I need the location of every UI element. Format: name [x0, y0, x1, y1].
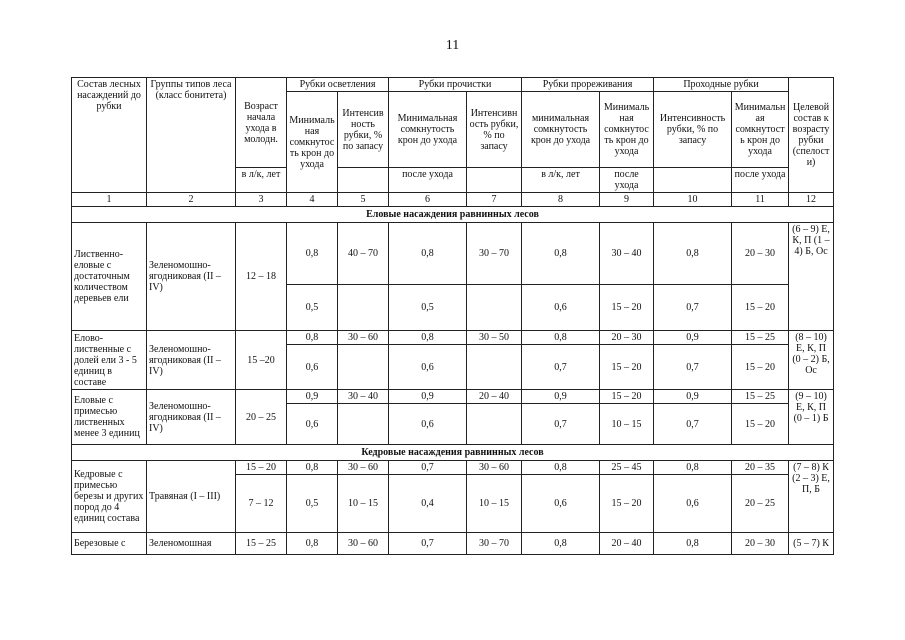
table-cell	[338, 404, 389, 445]
table-cell: 0,6	[522, 285, 600, 331]
col-header-start-age: Возраст начала уходa в молодн.	[236, 78, 287, 168]
table-cell: 0,6	[654, 475, 732, 533]
col-number: 10	[654, 193, 732, 207]
col-header-5: Интенсивность рубки, % по запасу	[338, 92, 389, 168]
table-cell-target: (6 – 9) Е, К, П (1 – 4) Б, Ос	[789, 223, 834, 331]
section-title-cedar: Кедровые насаждения равнинных лесов	[72, 445, 834, 461]
table-cell: 0,8	[389, 223, 467, 285]
table-cell: 0,7	[654, 345, 732, 390]
table-cell: 0,5	[287, 475, 338, 533]
table-cell-composition: Кедровые с примесью березы и других пород до 4 единиц состава	[72, 461, 147, 533]
table-cell: 0,7	[522, 404, 600, 445]
table-cell	[338, 345, 389, 390]
table-cell: 0,8	[522, 533, 600, 555]
col-number: 9	[600, 193, 654, 207]
table-cell: 0,9	[654, 390, 732, 404]
unit-11: после ухода	[732, 168, 789, 193]
table-cell: 15 – 25	[732, 331, 789, 345]
table-cell	[467, 285, 522, 331]
col-header-8: минимальная сомкнутость крон до ухода	[522, 92, 600, 168]
col-header-4: Минимальная сомкнутость крон до ухода	[287, 92, 338, 193]
table-cell-target: (7 – 8) К (2 – 3) Е, П, Б	[789, 461, 834, 533]
table-cell: 0,8	[287, 533, 338, 555]
table-cell: 0,8	[654, 223, 732, 285]
table-cell: 15 – 20	[600, 390, 654, 404]
table-cell: 15 – 20	[600, 285, 654, 331]
table-cell: 20 – 35	[732, 461, 789, 475]
table-cell-forest-type: Травяная (I – III)	[147, 461, 236, 533]
group-header-prorezhivanie: Рубки прореживания	[522, 78, 654, 92]
table-cell-forest-type: Зеленомошно-ягодниковая (II – IV)	[147, 331, 236, 390]
table-cell: 15 – 20	[600, 345, 654, 390]
table-cell-age: 15 – 20	[236, 461, 287, 475]
table-cell-age: 15 –20	[236, 331, 287, 390]
forest-care-table	[71, 77, 834, 555]
table-cell: 10 – 15	[338, 475, 389, 533]
table-cell: 15 – 20	[600, 475, 654, 533]
table-cell-age: 12 – 18	[236, 223, 287, 331]
table-cell: 0,6	[389, 404, 467, 445]
table-cell: 0,5	[287, 285, 338, 331]
table-cell: 0,6	[389, 345, 467, 390]
table-cell-composition: Лиственно-еловые с достаточным количеством деревьев ели	[72, 223, 147, 331]
table-cell: 0,9	[522, 390, 600, 404]
table-cell: 0,8	[287, 331, 338, 345]
table-cell: 20 – 40	[467, 390, 522, 404]
table-cell: 0,7	[654, 404, 732, 445]
table-cell: 0,9	[654, 331, 732, 345]
unit-9: после ухода	[600, 168, 654, 193]
col-header-10: Интенсивность рубки, % по запасу	[654, 92, 732, 168]
table-cell: 0,8	[522, 223, 600, 285]
table-cell-composition: Березовые с	[72, 533, 147, 555]
table-cell: 20 – 40	[600, 533, 654, 555]
table-cell: 0,8	[287, 461, 338, 475]
table-cell: 30 – 70	[467, 223, 522, 285]
col-number: 6	[389, 193, 467, 207]
col-number: 11	[732, 193, 789, 207]
table-cell-age: 20 – 25	[236, 390, 287, 445]
table-cell: 20 – 30	[600, 331, 654, 345]
col-header-9: Минимальная сомкнутость крон до ухода	[600, 92, 654, 168]
table-cell: 30 – 60	[338, 331, 389, 345]
table-cell-forest-type: Зеленомошная	[147, 533, 236, 555]
table-cell: 15 – 25	[732, 390, 789, 404]
unit-7	[467, 168, 522, 193]
unit-8: в л/к, лет	[522, 168, 600, 193]
table-cell: 0,6	[287, 345, 338, 390]
table-cell	[338, 285, 389, 331]
unit-10	[654, 168, 732, 193]
table-cell: 15 – 20	[732, 404, 789, 445]
table-cell: 25 – 45	[600, 461, 654, 475]
col-header-7: Интенсивность рубки, % по запасу	[467, 92, 522, 168]
table-cell: 30 – 70	[467, 533, 522, 555]
table-cell: 0,7	[654, 285, 732, 331]
table-cell: 30 – 40	[338, 390, 389, 404]
col-header-target-composition: Целевой состав к возрасту рубки (спелости)	[789, 78, 834, 193]
table-cell-target: (9 – 10) Е, К, П (0 – 1) Б	[789, 390, 834, 445]
table-cell-age: 15 – 25	[236, 533, 287, 555]
col-number: 3	[236, 193, 287, 207]
table-cell: 20 – 30	[732, 533, 789, 555]
unit-3: в л/к, лет	[236, 168, 287, 193]
col-header-11: Минимальная сомкнутость крон до ухода	[732, 92, 789, 168]
col-number: 7	[467, 193, 522, 207]
table-cell: 30 – 60	[338, 461, 389, 475]
col-header-composition: Состав лесных насаждений до рубки	[72, 78, 147, 193]
table-cell: 30 – 60	[338, 533, 389, 555]
col-number: 8	[522, 193, 600, 207]
unit-6: после ухода	[389, 168, 467, 193]
col-number: 5	[338, 193, 389, 207]
table-cell: 0,7	[389, 533, 467, 555]
table-cell: 0,8	[654, 461, 732, 475]
table-cell-target: (5 – 7) К	[789, 533, 834, 555]
col-number: 4	[287, 193, 338, 207]
table-cell: 20 – 25	[732, 475, 789, 533]
table-cell-target: (8 – 10) Е, К, П (0 – 2) Б, Ос	[789, 331, 834, 390]
table-cell: 0,6	[522, 475, 600, 533]
table-cell: 0,8	[654, 533, 732, 555]
table-cell-age: 7 – 12	[236, 475, 287, 533]
table-cell-forest-type: Зеленомошно-ягодниковая (II –IV)	[147, 390, 236, 445]
col-number: 2	[147, 193, 236, 207]
table-cell: 10 – 15	[600, 404, 654, 445]
page-number: 11	[445, 38, 460, 53]
table-cell: 0,9	[287, 390, 338, 404]
table-cell: 30 – 60	[467, 461, 522, 475]
group-header-prokhodnye: Проходные рубки	[654, 78, 789, 92]
group-header-prochistka: Рубки прочистки	[389, 78, 522, 92]
table-cell: 0,8	[522, 461, 600, 475]
table-cell	[467, 404, 522, 445]
table-cell: 0,7	[522, 345, 600, 390]
table-cell: 0,4	[389, 475, 467, 533]
table-cell: 15 – 20	[732, 285, 789, 331]
table-cell-composition: Елово-лиственные с долей ели 3 - 5 единиц в составе	[72, 331, 147, 390]
table-cell-forest-type: Зеленомошно-ягодниковая (II – IV)	[147, 223, 236, 331]
table-cell: 0,6	[287, 404, 338, 445]
table-cell	[467, 345, 522, 390]
section-title-spruce: Еловые насаждения равнинных лесов	[72, 207, 834, 223]
col-header-6: Минимальная сомкнутость крон до ухода	[389, 92, 467, 168]
table-cell: 40 – 70	[338, 223, 389, 285]
table-cell: 30 – 50	[467, 331, 522, 345]
group-header-osvetlenie: Рубки осветления	[287, 78, 389, 92]
table-cell: 20 – 30	[732, 223, 789, 285]
unit-5	[338, 168, 389, 193]
table-cell-composition: Еловые с примесью лиственных менее 3 единиц	[72, 390, 147, 445]
table-cell: 0,9	[389, 390, 467, 404]
table-cell: 10 – 15	[467, 475, 522, 533]
table-cell: 30 – 40	[600, 223, 654, 285]
table-cell: 15 – 20	[732, 345, 789, 390]
col-header-forest-type: Группы типов леса (класс бонитета)	[147, 78, 236, 193]
col-number: 1	[72, 193, 147, 207]
table-cell: 0,7	[389, 461, 467, 475]
table-cell: 0,8	[522, 331, 600, 345]
table-cell: 0,8	[389, 331, 467, 345]
table-cell: 0,5	[389, 285, 467, 331]
col-number: 12	[789, 193, 834, 207]
table-cell: 0,8	[287, 223, 338, 285]
